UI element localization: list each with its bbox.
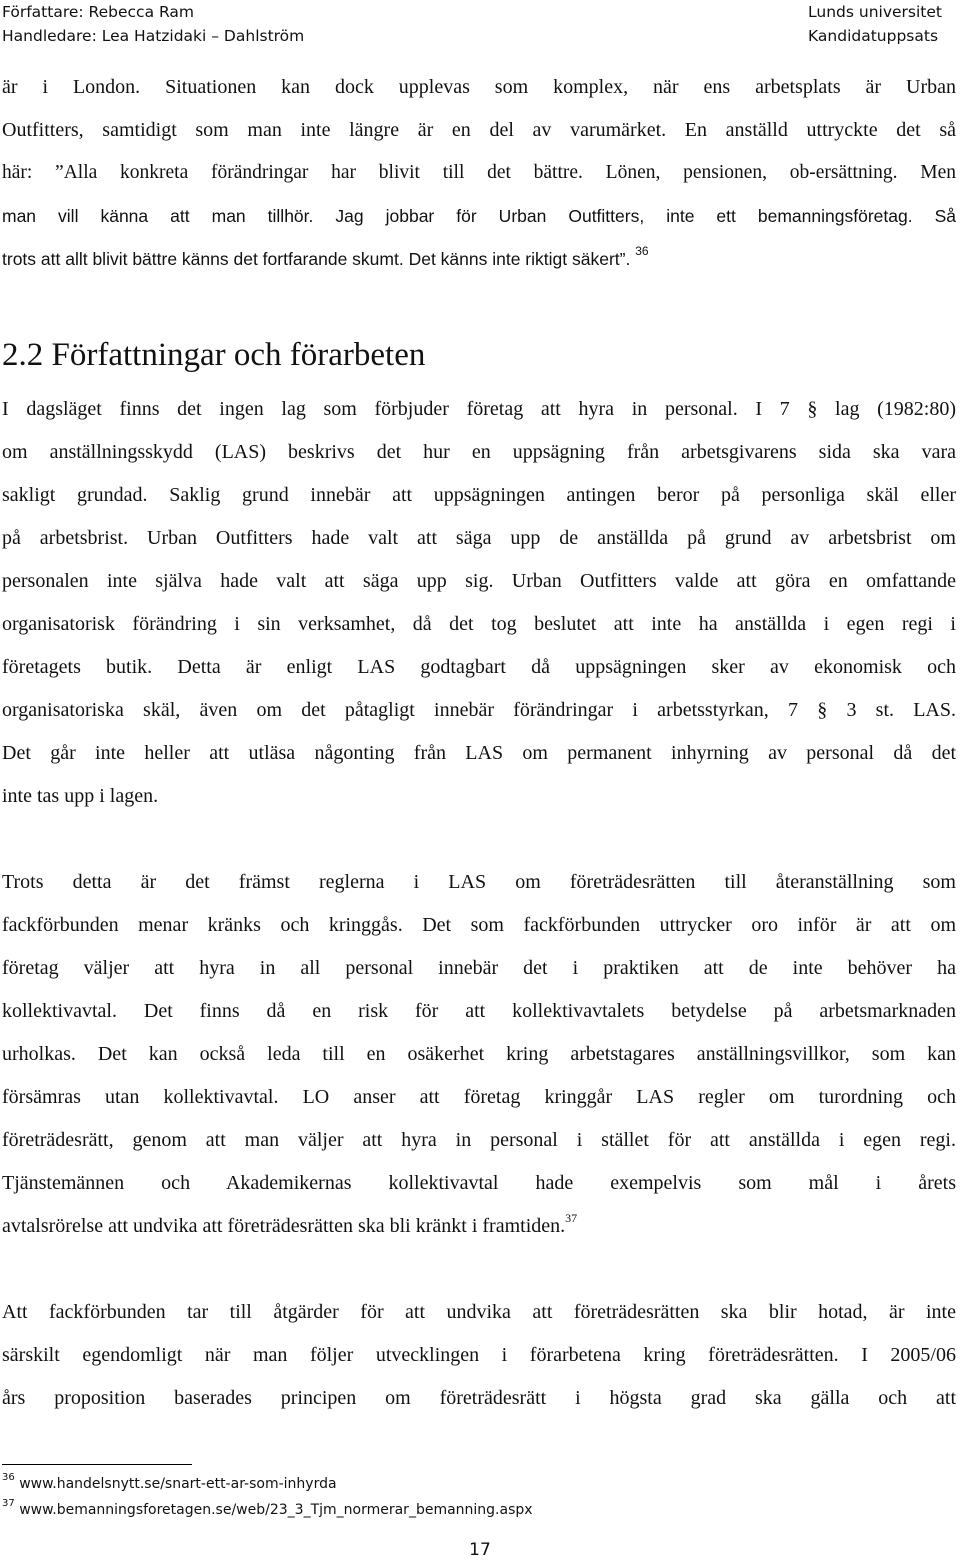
text-line: man vill känna att man tillhör. Jag jobbar för Urban Outfitters, inte ett bemanningsföretag. Så [2,206,956,226]
footnote-divider [2,1464,192,1465]
footnote-37 [2,1500,533,1520]
text-line: företagets butik. Detta är enligt LAS godtagbart då uppsägningen sker av ekonomisk och [2,656,956,678]
text-line: på arbetsbrist. Urban Outfitters hade valt att säga upp de anställda på grund av arbetsbrist om [2,527,956,549]
text-line-content: avtalsrörelse att undvika att företrädesrätten ska bli kränkt i framtiden. [2,1215,566,1237]
footnote-36 [2,1474,337,1494]
footnote-number: 36 [2,1472,15,1483]
text-line: kollektivavtal. Det finns då en risk för att kollektivavtalets betydelse på arbetsmarknaden [2,1000,956,1022]
header-doc-type: Kandidatuppsats [808,27,939,45]
text-line: fackförbunden menar kränks och kringgås. Det som fackförbunden uttrycker oro inför är att om [2,914,956,936]
footnote-ref-36: 36 [635,244,649,258]
text-line: Outfitters, samtidigt som man inte längre är en del av varumärket. En anställd uttryckte det så [2,119,956,141]
header-university: Lunds universitet [808,3,942,21]
text-line: särskilt egendomligt när man följer utvecklingen i förarbetena kring företrädesrätten. I 2005/06 [2,1344,956,1366]
text-line: års proposition baserades principen om företrädesrätt i högsta grad ska gälla och att [2,1387,956,1409]
page-header-right [808,0,942,48]
text-line: här: ”Alla konkreta förändringar har blivit till det bättre. Lönen, pensionen, ob-ersättning. Men [2,162,956,183]
text-line: Trots detta är det främst reglerna i LAS om företrädesrätten till återanställning som [2,871,956,893]
text-line [2,1211,956,1238]
text-line: inte tas upp i lagen. [2,785,159,807]
header-supervisor: Handledare: Lea Hatzidaki – Dahlström [2,27,305,45]
footnote-ref-37: 37 [565,1211,578,1225]
text-line: är i London. Situationen kan dock upplevas som komplex, när ens arbetsplats är Urban [2,76,956,98]
text-line: I dagsläget finns det ingen lag som förbjuder företag att hyra in personal. I 7 § lag (1982:80) [2,398,956,420]
footnote-link[interactable]: www.handelsnytt.se/snart-ett-ar-som-inhyrda [19,1476,337,1492]
text-line: Det går inte heller att utläsa någonting från LAS om permanent inhyrning av personal då det [2,742,956,764]
text-line: organisatorisk förändring i sin verksamhet, då det tog beslutet att inte ha anställda i egen regi i [2,613,956,635]
text-line [2,244,956,271]
text-line: personalen inte själva hade valt att säga upp sig. Urban Outfitters valde att göra en omfattande [2,570,956,592]
text-line: Att fackförbunden tar till åtgärder för att undvika att företrädesrätten ska blir hotad, är inte [2,1301,956,1323]
footnote-number: 37 [2,1498,15,1509]
text-line: organisatoriska skäl, även om det påtagligt innebär förändringar i arbetsstyrkan, 7 § 3 st. LAS. [2,699,956,721]
text-line: sakligt grundad. Saklig grund innebär att uppsägningen antingen beror på personliga skäl eller [2,484,956,506]
header-author: Författare: Rebecca Ram [2,3,195,21]
text-line: urholkas. Det kan också leda till en osäkerhet kring arbetstagares anställningsvillkor, som kan [2,1043,956,1065]
text-line-content: trots att allt blivit bättre känns det fortfarande skumt. Det känns inte riktigt säkert”. [2,249,631,269]
section-heading: 2.2 Författningar och förarbeten [2,337,426,373]
text-line: företag väljer att hyra in all personal innebär det i praktiken att de inte behöver ha [2,957,956,979]
footnote-link[interactable]: www.bemanningsforetagen.se/web/23_3_Tjm_normerar_bemanning.aspx [19,1502,533,1518]
text-line: försämras utan kollektivavtal. LO anser att företag kringgår LAS regler om turordning och [2,1086,956,1108]
page-header-left [2,0,304,48]
text-line: företrädesrätt, genom att man väljer att hyra in personal i stället för att anställda i egen regi. [2,1129,956,1151]
text-line: Tjänstemännen och Akademikernas kollektivavtal hade exempelvis som mål i årets [2,1172,956,1194]
text-line: om anställningsskydd (LAS) beskrivs det hur en uppsägning från arbetsgivarens sida ska vara [2,441,956,463]
page-number: 17 [469,1540,491,1560]
